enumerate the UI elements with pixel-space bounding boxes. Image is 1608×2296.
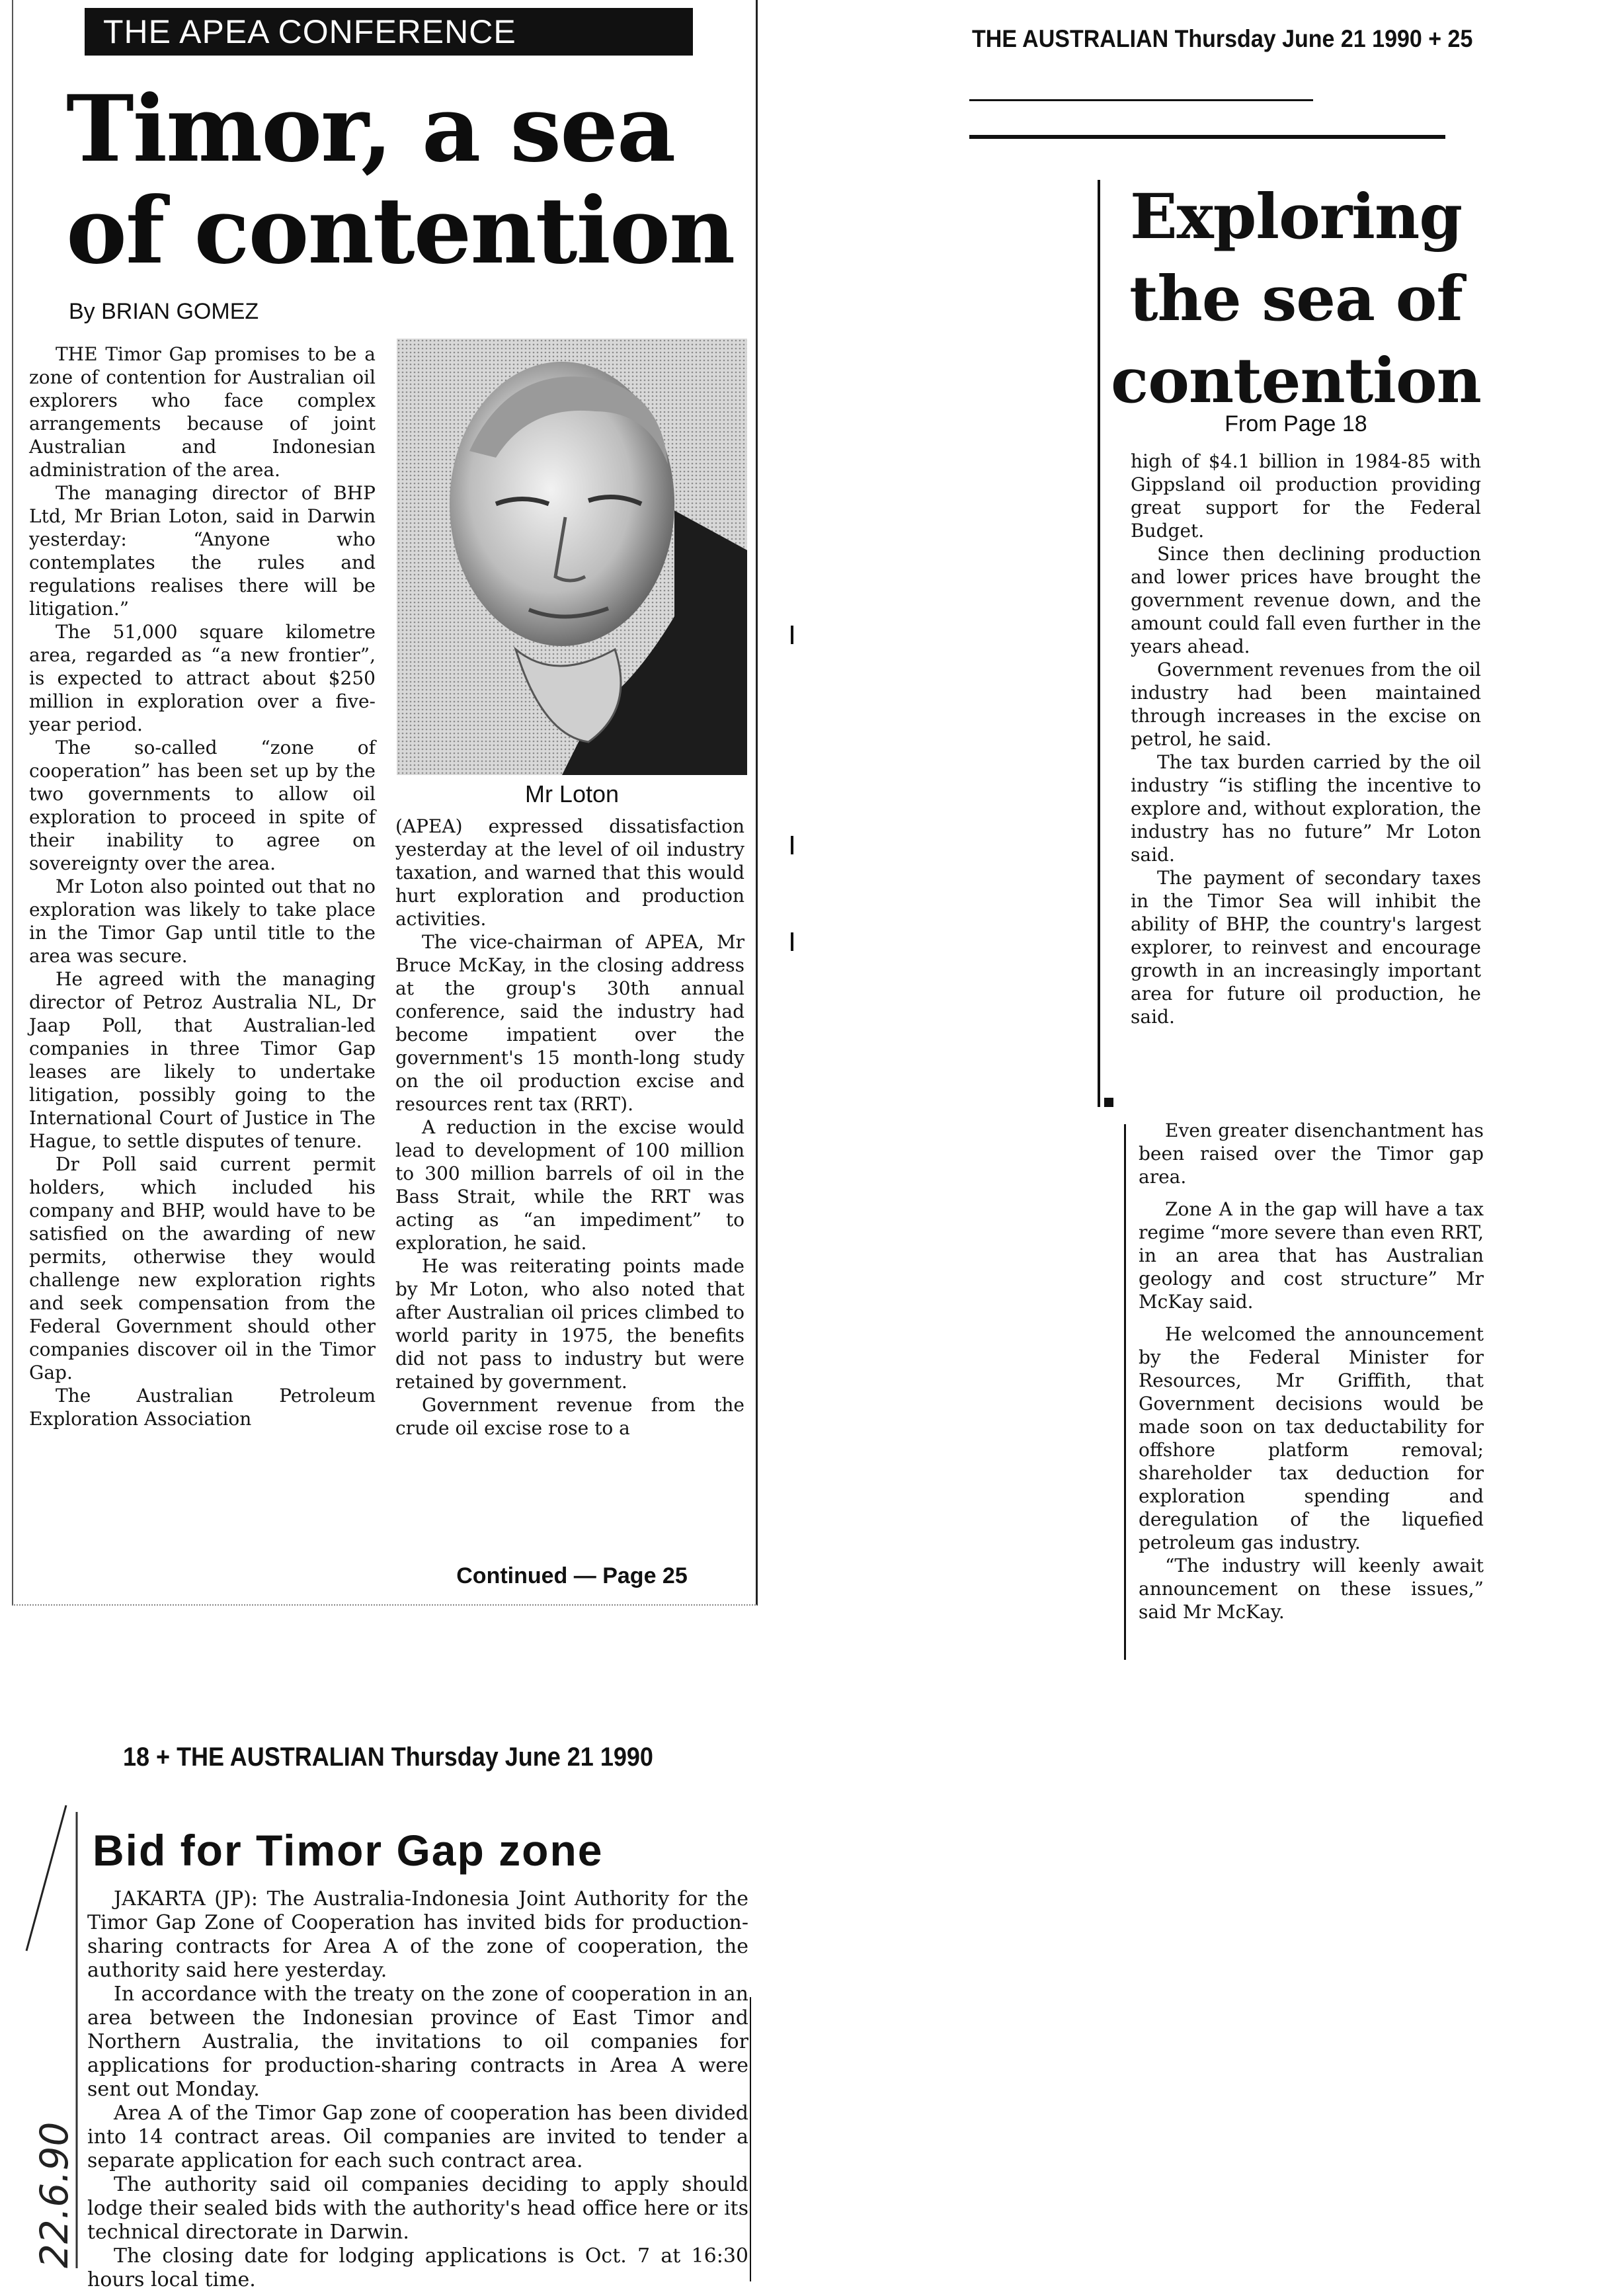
article1-paragraph: Dr Poll said current permit holders, which included his company and BHP, would have to be satisfied on the awarding of new permits, otherwise they would challenge new exploration rights and seek compensation from the Federal Government should other companies discover oil in the Timor Gap.	[29, 1153, 376, 1383]
article1-paragraph: The vice-chairman of APEA, Mr Bruce McKay, in the closing address at the group's 30th annual conference, said the industry had become impatient over the government's 15 month-long study on the oil production excise and resources rent tax (RRT).	[395, 931, 744, 1115]
masthead-page-18: 18 + THE AUSTRALIAN Thursday June 21 1990	[123, 1741, 653, 1772]
byline: By BRIAN GOMEZ	[69, 299, 259, 324]
article1-paragraph: He agreed with the managing director of Petroz Australia NL, Dr Jaap Poll, that Australian-led companies in three Timor Gap leases are likely to undertake litigation, possibly going to the International Court of Justice in The Hague, to settle disputes of tenure.	[29, 968, 376, 1152]
article1-paragraph: Government revenue from the crude oil excise rose to a	[395, 1394, 744, 1439]
headline-exploring-sea-of-contention: Exploring the sea of contention	[1111, 181, 1482, 417]
column-rule	[1124, 1124, 1126, 1660]
article2-paragraph: The tax burden carried by the oil industry “is stifling the incentive to explore and, without exploration, the industry has no future” Mr Loton said.	[1131, 751, 1481, 866]
article1-column-1	[29, 343, 376, 1592]
column-rule	[750, 1997, 751, 2281]
article2-paragraph: Since then declining production and lower prices have brought the government revenue down, and the amount could fall even further in the years ahead.	[1131, 543, 1481, 657]
column-rule	[1098, 180, 1100, 1107]
masthead-rule	[969, 99, 1313, 101]
article1-column-2	[395, 815, 744, 1549]
bullet-mark	[1104, 1098, 1113, 1107]
portrait-photo	[397, 339, 747, 775]
article2-paragraph: Even greater disenchantment has been raised over the Timor gap area.	[1139, 1120, 1484, 1188]
article2-paragraph: Government revenues from the oil industry had been maintained through increases in the excise on petrol, he said.	[1131, 659, 1481, 750]
headline-timor-sea-of-contention: Timor, a sea of contention	[66, 75, 735, 284]
article2-paragraph: He welcomed the announcement by the Federal Minister for Resources, Mr Griffith, that Government decisions would be made soon on tax deductability for offshore platform removal; shareholder tax deduction for exploration spending and deregulation of the liquefied petroleum gas industry.	[1139, 1323, 1484, 1553]
article3-body	[87, 1887, 748, 2291]
headline-bid-for-timor-gap-zone: Bid for Timor Gap zone	[93, 1826, 604, 1875]
svg-text:22.6.90: 22.6.90	[32, 2121, 77, 2268]
article2-column-bottom	[1139, 1119, 1484, 1661]
article2-paragraph: The payment of secondary taxes in the Timor Sea will inhibit the ability of BHP, the country's largest explorer, to reinvest and encourage growth in an increasingly important area for future oil production, he said.	[1131, 867, 1481, 1028]
article1-paragraph: The 51,000 square kilometre area, regarded as “a new frontier”, is expected to attract about $250 million in exploration over a five-year period.	[29, 621, 376, 735]
margin-mark	[791, 932, 793, 951]
article2-paragraph: high of $4.1 billion in 1984-85 with Gippsland oil production providing great support for the Federal Budget.	[1131, 450, 1481, 542]
handwritten-date	[32, 2010, 79, 2275]
article1-paragraph: He was reiterating points made by Mr Loton, who also noted that after Australian oil prices climbed to world parity in 1975, the benefits did not pass to industry but were retained by government.	[395, 1255, 744, 1393]
section-kicker: THE APEA CONFERENCE	[85, 8, 693, 56]
article1-paragraph: THE Timor Gap promises to be a zone of contention for Australian oil explorers who face complex arrangements because of joint Australian and Indonesian administration of the area.	[29, 343, 376, 481]
continued-page-25: Continued — Page 25	[456, 1563, 688, 1588]
from-page-18: From Page 18	[1225, 411, 1367, 436]
article2-paragraph: Zone A in the gap will have a tax regime “more severe than even RRT, in an area that has Australian geology and cost structure” Mr McKay said.	[1139, 1198, 1484, 1313]
masthead-rule	[969, 135, 1445, 139]
article3-paragraph: JAKARTA (JP): The Australia-Indonesia Joint Authority for the Timor Gap Zone of Cooperation has invited bids for production-sharing contracts for Area A of the zone of cooperation, the authority said here yesterday.	[87, 1887, 748, 1982]
article3-paragraph: Area A of the Timor Gap zone of cooperation has been divided into 14 contract areas. Oil companies are invited to tender a separate application for each such contract area.	[87, 2102, 748, 2172]
article1-paragraph: The managing director of BHP Ltd, Mr Brian Loton, said in Darwin yesterday: “Anyone who contemplates the rules and regulations realises there will be litigation.”	[29, 482, 376, 620]
article3-paragraph: The authority said oil companies deciding to apply should lodge their sealed bids with the authority's head office here or its technical directorate in Darwin.	[87, 2173, 748, 2244]
article2-column-top	[1131, 450, 1481, 1111]
article1-paragraph: Mr Loton also pointed out that no exploration was likely to take place in the Timor Gap until title to the area was secure.	[29, 876, 376, 967]
margin-mark	[791, 836, 793, 854]
article1-paragraph: (APEA) expressed dissatisfaction yesterday at the level of oil industry taxation, and warned that this would hurt exploration and production activities.	[395, 815, 744, 930]
article1-paragraph: The Australian Petroleum Exploration Association	[29, 1385, 376, 1430]
article3-paragraph: The closing date for lodging applications is Oct. 7 at 16:30 hours local time.	[87, 2244, 748, 2291]
margin-mark	[791, 626, 793, 644]
article2-paragraph: “The industry will keenly await announcement on these issues,” said Mr McKay.	[1139, 1555, 1484, 1623]
article3-paragraph: In accordance with the treaty on the zone of cooperation in an area between the Indonesian province of East Timor and Northern Australia, the invitations to oil companies for applications for production-sharing contracts in Area A were sent out Monday.	[87, 1983, 748, 2101]
article1-paragraph: A reduction in the excise would lead to development of 100 million to 300 million barrels of oil in the Bass Strait, while the RRT was acting as “an impediment” to exploration, he said.	[395, 1116, 744, 1254]
masthead-page-25: THE AUSTRALIAN Thursday June 21 1990 + 25	[972, 25, 1473, 53]
article1-paragraph: The so-called “zone of cooperation” has been set up by the two governments to allow oil exploration to proceed in spite of their inability to agree on sovereignty over the area.	[29, 737, 376, 874]
photo-caption: Mr Loton	[524, 780, 620, 807]
